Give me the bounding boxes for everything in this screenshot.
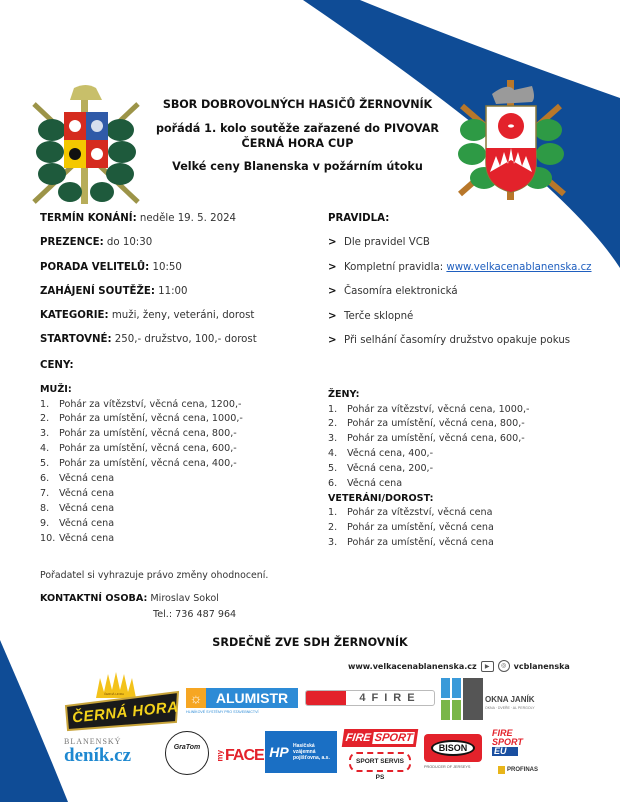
bison-badge <box>424 734 482 762</box>
chevron-right-icon: > <box>328 310 337 322</box>
contact-person <box>40 593 236 604</box>
prize-rank: 1. <box>328 403 338 415</box>
info-label: KATEGORIE: <box>40 310 109 322</box>
firesport-eu-sport: SPORT <box>492 737 523 747</box>
info-value: neděle 19. 5. 2024 <box>139 213 237 224</box>
prize-rank: 8. <box>40 502 50 514</box>
prize-text: Věcná cena, 400,- <box>347 448 434 460</box>
info-value: muži, ženy, veteráni, dorost <box>111 310 255 322</box>
prize-item <box>40 533 243 548</box>
prize-rank: 1. <box>40 398 50 410</box>
prize-text: Pohár za umístění, věcná cena, 800,- <box>59 428 237 440</box>
prize-rank: 5. <box>328 463 338 475</box>
info-label: PREZENCE: <box>40 237 104 249</box>
info-value: 10:50 <box>152 261 182 273</box>
rule-text: Při selhání časomíry družstvo opakuje pokus <box>344 335 571 346</box>
prize-text: Pohár za vítězství, věcná cena, 1200,- <box>59 398 242 410</box>
sponsor-4fire <box>305 690 435 706</box>
prize-item <box>328 507 530 522</box>
prize-rank: 6. <box>328 477 338 489</box>
chevron-right-icon: > <box>328 261 337 273</box>
prize-item <box>40 518 243 533</box>
bison-label: BISON <box>431 740 476 756</box>
profinas-mark <box>498 766 505 774</box>
prize-rank: 2. <box>328 418 338 430</box>
prize-rank: 3. <box>40 428 50 440</box>
info-briefing <box>40 262 257 286</box>
prize-rank: 9. <box>40 517 50 529</box>
instagram-icon[interactable]: ◎ <box>498 660 510 672</box>
rule-item <box>328 262 592 287</box>
prizes-title: CENY: <box>40 360 74 371</box>
prize-item <box>328 433 530 448</box>
prize-item <box>40 413 243 428</box>
sponsor-firesport <box>342 729 419 747</box>
myface-face: FACE <box>225 747 264 764</box>
info-value: 250,- družstvo, 100,- dorost <box>114 334 257 346</box>
event-description <box>140 121 455 151</box>
contact-block <box>40 593 236 620</box>
prizes-men <box>40 384 243 547</box>
prize-text: Pohár za vítězství, věcná cena <box>347 507 493 519</box>
prize-item <box>40 443 243 458</box>
okna-janik-sub: OKNA · DVEŘE · AL PERGOLY <box>485 706 535 710</box>
prize-text: Pohár za vítězství, věcná cena, 1000,- <box>347 403 530 415</box>
prize-item <box>328 463 530 478</box>
prize-text: Pohár za umístění, věcná cena, 400,- <box>59 458 237 470</box>
sponsor-okna-janik <box>441 678 541 720</box>
info-registration <box>40 237 257 261</box>
prize-text: Věcná cena, 200,- <box>347 463 434 475</box>
sun-icon: ☼ <box>186 688 206 708</box>
footer-web <box>348 660 570 672</box>
prize-rank: 2. <box>40 413 50 425</box>
info-label: ZAHÁJENÍ SOUTĚŽE: <box>40 285 155 297</box>
hp-text: Hasičská vzájemná pojišťovna, a.s. <box>293 743 330 761</box>
contact-name: Miroslav Sokol <box>150 593 219 604</box>
prize-rank: 2. <box>328 522 338 534</box>
sponsor-profinas <box>498 765 538 775</box>
prize-item <box>328 478 530 493</box>
rule-text: Dle pravidel VCB <box>344 237 430 248</box>
prize-text: Věcná cena <box>59 502 115 514</box>
contact-phone: Tel.: 736 487 964 <box>153 609 237 620</box>
event-line-1: pořádá 1. kolo soutěže zařazené do PIVOVAR <box>155 122 440 135</box>
prizes-men-title: MUŽI: <box>40 384 72 395</box>
alumistr-bar <box>186 688 298 708</box>
rules-title: PRAVIDLA: <box>328 213 390 224</box>
event-line-2: ČERNÁ HORA CUP <box>241 137 354 150</box>
prize-rank: 10. <box>40 532 56 544</box>
prize-text: Věcná cena <box>59 532 115 544</box>
info-categories <box>40 310 257 334</box>
footer-website[interactable]: www.velkacenablanenska.cz <box>348 661 477 671</box>
info-value: 11:00 <box>158 285 188 297</box>
prize-text: Věcná cena <box>347 477 403 489</box>
firesport-eu-fire: FIRE <box>492 728 513 738</box>
prize-item <box>40 488 243 503</box>
sponsor-cerna-hora <box>64 670 180 732</box>
sponsor-firesport-eu <box>492 729 540 759</box>
disclaimer-note: Pořadatel si vyhrazuje právo změny ohodnocení. <box>40 570 269 581</box>
firesport-fire: FIRE <box>344 732 372 744</box>
prize-rank: 3. <box>328 537 338 549</box>
rule-text: Terče sklopné <box>344 310 414 322</box>
firesport-eu-eu: EU <box>492 747 518 756</box>
sponsor-hasicska-pojistovna <box>265 731 337 773</box>
hp-mark: HP <box>269 744 289 760</box>
firesport-sport: SPORT <box>373 732 414 744</box>
sponsor-gratom <box>165 731 209 775</box>
gratom-label: GraTom <box>173 744 201 751</box>
prize-rank: 4. <box>328 448 338 460</box>
prize-item <box>40 458 243 473</box>
sponsor-alumistr <box>186 688 298 718</box>
prize-text: Pohár za umístění, věcná cena, 600,- <box>347 433 525 445</box>
profinas-label: PROFINAS <box>506 767 538 773</box>
prize-rank: 3. <box>328 433 338 445</box>
organizer-title: SBOR DOBROVOLNÝCH HASIČŮ ŽERNOVNÍK <box>162 98 433 111</box>
event-info <box>40 213 257 359</box>
prizes-women-title: ŽENY: <box>328 389 360 400</box>
info-label: STARTOVNÉ: <box>40 334 112 346</box>
prize-text: Věcná cena <box>59 517 115 529</box>
alumistr-sub: HLINÍKOVÉ SYSTÉMY PRO STAVEBNICTVÍ <box>186 710 259 714</box>
prizes-veterans-title: VETERÁNI/DOROST: <box>328 492 434 504</box>
bison-sub: PRODUCER OF JERSEYS <box>424 765 471 769</box>
footer-social-handle[interactable]: vcblanenska <box>513 661 570 671</box>
prizes-women-list <box>328 404 530 493</box>
info-label: TERMÍN KONÁNÍ: <box>40 213 137 224</box>
prize-rank: 5. <box>40 458 50 470</box>
sponsor-myface <box>215 739 264 773</box>
prize-text: Věcná cena <box>59 487 115 499</box>
prize-item <box>328 418 530 433</box>
prize-rank: 4. <box>40 443 50 455</box>
czech-firefighters-emblem <box>22 84 150 206</box>
cerna-hora-label: ČERNÁ HORA <box>71 698 180 727</box>
prize-item <box>328 404 530 419</box>
rules-section <box>328 213 592 360</box>
denik-label: deník.cz <box>64 745 132 766</box>
info-start <box>40 286 257 310</box>
cerna-hora-small-label: ČERNÁ HORA <box>104 692 125 696</box>
sponsor-sport-servis <box>349 752 411 781</box>
fourfire-red-block <box>306 691 346 705</box>
info-fee <box>40 334 257 358</box>
prize-item <box>40 428 243 443</box>
prize-item <box>40 503 243 518</box>
contact-label: KONTAKTNÍ OSOBA: <box>40 593 148 604</box>
prize-rank: 7. <box>40 487 50 499</box>
prizes-women <box>328 389 530 552</box>
rule-item <box>328 335 592 360</box>
prizes-men-list <box>40 399 243 548</box>
fourfire-label: 4FIRE <box>359 692 421 704</box>
rules-link[interactable]: www.velkacenablanenska.cz <box>446 261 592 273</box>
header <box>140 98 455 173</box>
prize-text: Pohár za umístění, věcná cena <box>347 537 494 549</box>
info-date <box>40 213 257 237</box>
prize-item <box>328 448 530 463</box>
info-value: do 10:30 <box>106 237 153 249</box>
youtube-icon[interactable]: ▶ <box>481 661 494 672</box>
blue-swoosh-bottom <box>0 640 68 802</box>
prize-text: Věcná cena <box>59 472 115 484</box>
prize-rank: 6. <box>40 472 50 484</box>
rule-text: Kompletní pravidla: <box>344 261 447 273</box>
chevron-right-icon: > <box>328 335 337 346</box>
sport-servis-label: SPORT SERVIS PS <box>356 758 404 781</box>
prize-text: Pohár za umístění, věcná cena, 800,- <box>347 418 525 430</box>
sponsor-bison <box>424 734 484 774</box>
prizes-veterans-list <box>328 507 530 552</box>
prize-rank: 1. <box>328 507 338 519</box>
okna-janik-mark <box>441 678 483 720</box>
zernovnik-emblem <box>452 76 570 204</box>
rule-item <box>328 286 592 311</box>
info-label: PORADA VELITELŮ: <box>40 261 150 273</box>
myface-my: my <box>215 749 225 761</box>
prize-item <box>40 399 243 414</box>
rule-text: Časomíra elektronická <box>344 286 458 297</box>
prize-text: Pohár za umístění, věcná cena, 1000,- <box>59 413 243 425</box>
rule-item <box>328 311 592 336</box>
event-subtitle: Velké ceny Blanenska v požárním útoku <box>172 160 423 173</box>
chevron-right-icon: > <box>328 237 337 248</box>
okna-janik-label: OKNA JANÍK <box>485 695 535 704</box>
prize-item <box>328 522 530 537</box>
prize-text: Pohár za umístění, věcná cena, 600,- <box>59 443 237 455</box>
prize-text: Pohár za umístění, věcná cena <box>347 522 494 534</box>
prize-item <box>328 537 530 552</box>
prize-item <box>40 473 243 488</box>
sponsor-blanensky-denik <box>64 737 160 773</box>
invitation: SRDEČNĚ ZVE SDH ŽERNOVNÍK <box>212 636 408 649</box>
rule-item <box>328 237 592 262</box>
alumistr-label: ALUMISTR <box>206 688 298 708</box>
chevron-right-icon: > <box>328 286 337 297</box>
blanensky-label: BLANENSKÝ <box>64 737 122 746</box>
